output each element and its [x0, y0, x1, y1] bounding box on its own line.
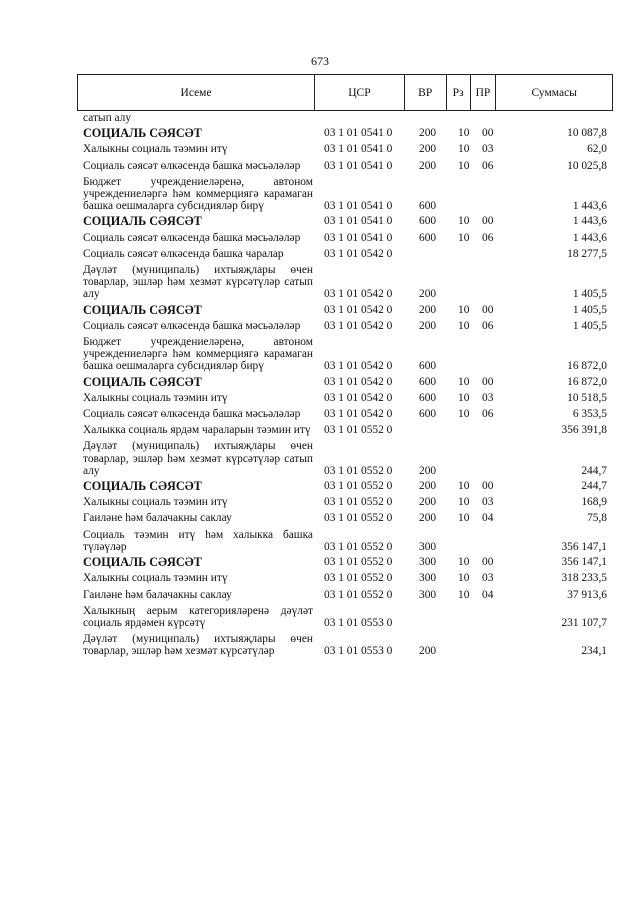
row-name: СОЦИАЛЬ СӘЯСӘТ: [83, 374, 202, 389]
row-sum: 1 405,5: [572, 303, 607, 316]
table-row: [83, 336, 613, 373]
row-csr: 03 1 01 0541 0: [324, 143, 393, 156]
table-row: [83, 424, 613, 436]
row-vr: 200: [419, 512, 437, 525]
row-csr: 03 1 01 0552 0: [324, 464, 393, 477]
row-pr: 00: [482, 480, 494, 493]
row-name: Дәүләт (муниципаль) ихтыяҗлары өчен товарлар, эшләр һәм хезмәт күрсәтүләр сатып алу: [83, 440, 313, 477]
row-pr: 04: [482, 588, 494, 601]
row-name: Социаль сәясәт өлкәсендә башка чаралар: [83, 247, 284, 260]
row-name: СОЦИАЛЬ СӘЯСӘТ: [83, 302, 202, 317]
row-name: СОЦИАЛЬ СӘЯСӘТ: [83, 126, 202, 141]
row-sum: 10 087,8: [567, 127, 607, 140]
table-row: [83, 556, 613, 568]
row-name: Социаль сәясәт өлкәсендә башка мәсьәләләр: [83, 408, 301, 421]
row-rz: 10: [458, 143, 470, 156]
table-row: [83, 605, 613, 629]
row-csr: 03 1 01 0542 0: [324, 391, 393, 404]
row-csr: 03 1 01 0541 0: [324, 127, 393, 140]
row-csr: 03 1 01 0542 0: [324, 360, 393, 373]
row-pr: 00: [482, 127, 494, 140]
row-sum: 6 353,5: [572, 408, 607, 421]
row-name: СОЦИАЛЬ СӘЯСӘТ: [83, 214, 202, 229]
row-csr: 03 1 01 0541 0: [324, 231, 393, 244]
row-sum: 75,8: [587, 512, 607, 525]
table-row: [83, 633, 613, 657]
row-rz: 10: [458, 512, 470, 525]
row-vr: 200: [419, 159, 437, 172]
row-vr: 600: [419, 215, 437, 228]
row-vr: 300: [419, 540, 437, 553]
table-row: [83, 320, 613, 332]
row-rz: 10: [458, 556, 470, 569]
row-pr: 03: [482, 391, 494, 404]
row-pr: 03: [482, 572, 494, 585]
row-pr: 06: [482, 231, 494, 244]
row-vr: 200: [419, 303, 437, 316]
row-csr: 03 1 01 0552 0: [324, 572, 393, 585]
row-sum: 16 872,0: [567, 360, 607, 373]
row-name: Бюджет учреждениеләренә, автоном учреждениеләргә һәм коммерциягә карамаган башка оешмаларга субсидияләр бирү: [83, 336, 313, 373]
row-csr: 03 1 01 0542 0: [324, 288, 393, 301]
row-csr: 03 1 01 0542 0: [324, 375, 393, 388]
row-csr: 03 1 01 0542 0: [324, 319, 393, 332]
row-vr: 600: [419, 375, 437, 388]
row-vr: 300: [419, 556, 437, 569]
row-name: Халыкны социаль тәэмин итү: [83, 496, 228, 509]
row-vr: 600: [419, 200, 437, 213]
page-number: 673: [311, 54, 329, 68]
header-rz: Рз: [447, 75, 471, 110]
row-csr: 03 1 01 0553 0: [324, 645, 393, 658]
header-pr: ПР: [471, 75, 497, 110]
row-name: Социаль сәясәт өлкәсендә башка мәсьәләләр: [83, 231, 301, 244]
row-csr: 03 1 01 0541 0: [324, 215, 393, 228]
header-name: Исеме: [78, 75, 315, 110]
table-row: [83, 512, 613, 524]
row-pr: 06: [482, 319, 494, 332]
row-csr: 03 1 01 0542 0: [324, 408, 393, 421]
row-rz: 10: [458, 496, 470, 509]
row-name: Гаиләне һәм балачакны саклау: [83, 588, 232, 601]
row-pr: 06: [482, 408, 494, 421]
row-name: Дәүләт (муниципаль) ихтыяҗлары өчен товарлар, эшләр һәм хезмәт күрсәтүләр: [83, 633, 313, 658]
row-rz: 10: [458, 572, 470, 585]
table-row: [83, 392, 613, 404]
table-row: [83, 127, 613, 139]
header-sum: Суммасы: [531, 86, 577, 99]
row-sum: 16 872,0: [567, 375, 607, 388]
table-row: [83, 496, 613, 508]
row-rz: 10: [458, 159, 470, 172]
row-pr: 00: [482, 556, 494, 569]
row-sum: 231 107,7: [561, 616, 607, 629]
row-rz: 10: [458, 127, 470, 140]
row-name: Халыкны социаль тәэмин итү: [83, 572, 228, 585]
row-csr: 03 1 01 0552 0: [324, 496, 393, 509]
row-pr: 06: [482, 159, 494, 172]
table-row: [83, 160, 613, 172]
row-sum: 10 518,5: [567, 391, 607, 404]
row-vr: 200: [419, 288, 437, 301]
table-row: [83, 480, 613, 492]
table-row: [83, 215, 613, 227]
row-name: Дәүләт (муниципаль) ихтыяҗлары өчен товарлар, эшләр һәм хезмәт күрсәтүләр сатып алу: [83, 264, 313, 301]
row-csr: 03 1 01 0552 0: [324, 540, 393, 553]
row-csr: 03 1 01 0553 0: [324, 616, 393, 629]
row-csr: 03 1 01 0552 0: [324, 588, 393, 601]
row-csr: 03 1 01 0552 0: [324, 424, 393, 437]
row-sum: 356 147,1: [561, 540, 607, 553]
row-name: Халыкка социаль ярдәм чараларын тәэмин итү: [83, 424, 311, 437]
row-sum: 234,1: [581, 645, 607, 658]
row-sum: 1 443,6: [572, 231, 607, 244]
table-row: [83, 176, 613, 213]
row-name: Халыкны социаль тәэмин итү: [83, 391, 228, 404]
row-name: Социаль сәясәт өлкәсендә башка мәсьәләләр: [83, 319, 301, 332]
row-vr: 200: [419, 464, 437, 477]
row-vr: 200: [419, 496, 437, 509]
row-sum: 37 913,6: [567, 588, 607, 601]
row-csr: 03 1 01 0542 0: [324, 303, 393, 316]
row-csr: 03 1 01 0542 0: [324, 247, 393, 260]
table-row: [83, 232, 613, 244]
row-vr: 600: [419, 408, 437, 421]
row-sum: 62,0: [587, 143, 607, 156]
row-rz: 10: [458, 408, 470, 421]
table-row: [83, 408, 613, 420]
table-row: [83, 440, 613, 477]
row-csr: 03 1 01 0541 0: [324, 200, 393, 213]
table-row: [83, 529, 613, 553]
row-sum: 18 277,5: [567, 247, 607, 260]
row-rz: 10: [458, 303, 470, 316]
table-body: [83, 112, 613, 658]
row-csr: 03 1 01 0541 0: [324, 159, 393, 172]
table-row: [83, 143, 613, 155]
row-sum: 168,9: [581, 496, 607, 509]
row-vr: 200: [419, 143, 437, 156]
table-row: [83, 572, 613, 584]
row-name: СОЦИАЛЬ СӘЯСӘТ: [83, 479, 202, 494]
row-vr: 300: [419, 588, 437, 601]
row-name: сатып алу: [83, 112, 132, 124]
row-name: СОЦИАЛЬ СӘЯСӘТ: [83, 555, 202, 570]
row-rz: 10: [458, 588, 470, 601]
row-csr: 03 1 01 0552 0: [324, 512, 393, 525]
table-row: [83, 248, 613, 260]
row-rz: 10: [458, 215, 470, 228]
row-vr: 200: [419, 319, 437, 332]
row-name: Халыкны социаль тәэмин итү: [83, 143, 228, 156]
row-rz: 10: [458, 375, 470, 388]
table-row: [83, 304, 613, 316]
header-vr: ВР: [405, 75, 447, 110]
row-sum: 356 391,8: [561, 424, 607, 437]
row-name: Социаль сәясәт өлкәсендә башка мәсьәләләр: [83, 159, 301, 172]
row-name: Халыкның аерым категорияләренә дәүләт социаль ярдәмен күрсәтү: [83, 604, 313, 629]
row-sum: 244,7: [581, 480, 607, 493]
table-row: [83, 112, 613, 124]
table-row: [83, 264, 613, 301]
row-sum: 356 147,1: [561, 556, 607, 569]
row-name: Гаиләне һәм балачакны саклау: [83, 512, 232, 525]
row-vr: 600: [419, 231, 437, 244]
row-csr: 03 1 01 0552 0: [324, 480, 393, 493]
table-row: [83, 376, 613, 388]
row-rz: 10: [458, 319, 470, 332]
row-name: Социаль тәэмин итү һәм халыкка башка түләүләр: [83, 528, 313, 553]
row-sum: 1 443,6: [572, 215, 607, 228]
row-sum: 10 025,8: [567, 159, 607, 172]
row-sum: 244,7: [581, 464, 607, 477]
header-csr: ЦСР: [315, 75, 405, 110]
row-pr: 03: [482, 143, 494, 156]
row-vr: 600: [419, 360, 437, 373]
row-pr: 00: [482, 303, 494, 316]
row-vr: 200: [419, 645, 437, 658]
row-pr: 00: [482, 375, 494, 388]
row-sum: 1 405,5: [572, 319, 607, 332]
row-name: Бюджет учреждениеләренә, автоном учреждениеләргә һәм коммерциягә карамаган башка оешмаларга субсидияләр бирү: [83, 175, 313, 213]
row-sum: 1 405,5: [572, 288, 607, 301]
row-sum: 1 443,6: [572, 200, 607, 213]
row-vr: 600: [419, 391, 437, 404]
row-vr: 300: [419, 572, 437, 585]
row-vr: 200: [419, 127, 437, 140]
row-rz: 10: [458, 231, 470, 244]
row-rz: 10: [458, 391, 470, 404]
table-row: [83, 589, 613, 601]
row-sum: 318 233,5: [561, 572, 607, 585]
row-pr: 03: [482, 496, 494, 509]
row-pr: 04: [482, 512, 494, 525]
row-vr: 200: [419, 480, 437, 493]
table-header: [77, 74, 613, 111]
row-csr: 03 1 01 0552 0: [324, 556, 393, 569]
row-pr: 00: [482, 215, 494, 228]
row-rz: 10: [458, 480, 470, 493]
